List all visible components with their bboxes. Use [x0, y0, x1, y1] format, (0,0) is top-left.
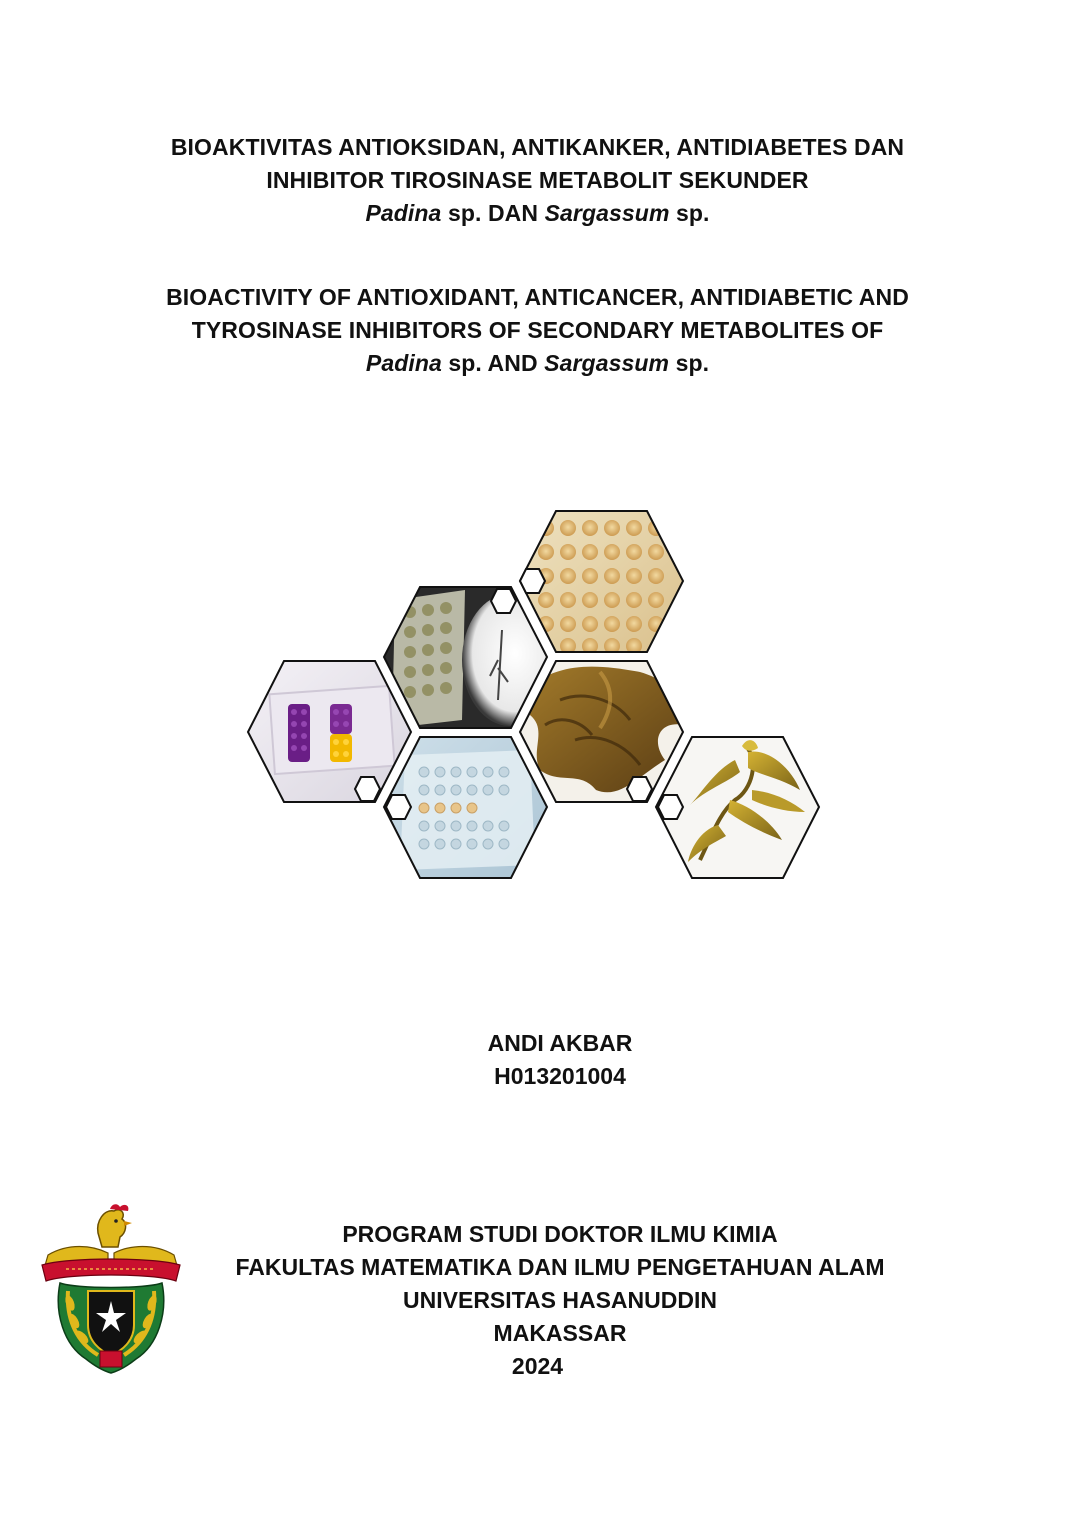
genus-padina: Padina: [365, 350, 442, 376]
hexagon-marker-icon: [520, 569, 545, 593]
title-id-line3: Padina sp. DAN Sargassum sp.: [365, 200, 710, 226]
author-block: [0, 1027, 1075, 1093]
hexagon-marker-icon: [355, 777, 380, 801]
well-plate-purple-yellow-image: [240, 655, 420, 810]
title-en-line1: BIOACTIVITY OF ANTIOXIDANT, ANTICANCER, ANTIDIABETIC AND: [166, 284, 909, 310]
city-name: MAKASSAR: [493, 1320, 627, 1346]
genus-padina: Padina: [365, 200, 442, 226]
genus-sargassum: Sargassum: [544, 200, 670, 226]
faculty-name: FAKULTAS MATEMATIKA DAN ILMU PENGETAHUAN ALAM: [235, 1254, 885, 1280]
title-id-line2: INHIBITOR TIROSINASE METABOLIT SEKUNDER: [266, 167, 809, 193]
seaweed-padina-image: [515, 655, 690, 810]
hexagon-marker-icon: [386, 795, 411, 819]
program-name: PROGRAM STUDI DOKTOR ILMU KIMIA: [342, 1221, 778, 1247]
university-name: UNIVERSITAS HASANUDDIN: [403, 1287, 717, 1313]
hexagon-marker-icon: [491, 589, 516, 613]
student-id: H013201004: [494, 1063, 626, 1089]
title-en-line2: TYROSINASE INHIBITORS OF SECONDARY METABOLITES OF: [191, 317, 884, 343]
title-en-line3: Padina sp. AND Sargassum sp.: [365, 350, 710, 376]
genus-sargassum: Sargassum: [544, 350, 670, 376]
institution-block: [0, 1218, 1075, 1383]
hexagon-marker-icon: [658, 795, 683, 819]
hexagon-marker-icon: [627, 777, 652, 801]
title-id-line1: BIOAKTIVITAS ANTIOKSIDAN, ANTIKANKER, ANTIDIABETES DAN: [170, 134, 905, 160]
publication-year: 2024: [511, 1353, 564, 1379]
author-name: ANDI AKBAR: [487, 1030, 633, 1056]
